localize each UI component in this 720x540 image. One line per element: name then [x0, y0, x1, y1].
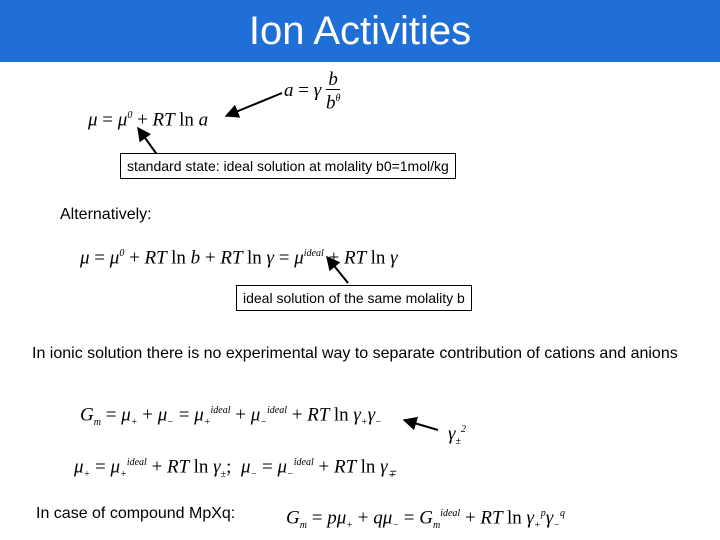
equation-mu-ions: $\mu_+ = \mu_+^{ideal}$ + RT $\ln \gamma_\pm$; $\mu_- = \mu_-^{ideal}$ + RT $\ln \gamma_\mp$ [74, 456, 396, 481]
alternatively-label: Alternatively: [60, 206, 152, 223]
arrow-activity-to-lna [226, 93, 282, 116]
compound-text: In case of compound MpXq: [36, 505, 236, 522]
gamma-pm-squared: $\gamma_\pm^2$ [448, 423, 466, 448]
ideal-solution-note: ideal solution of the same molality b [236, 285, 472, 311]
equation-activity: a = γ $\frac{b}{b^\theta}$ [284, 69, 341, 114]
arrow-gamma-pm-to-gamma [404, 420, 438, 430]
equation-gibbs-ideal: $G_m = \mu_+ + \mu_- = \mu_+^{ideal} + \mu_-^{ideal}$ + RT $\ln \gamma_+\gamma_-$ [80, 404, 382, 429]
ionic-solution-text: In ionic solution there is no experimental way to separate contribution of cations and anions [32, 345, 678, 362]
slide-title: Ion Activities [248, 9, 472, 53]
equation-mu-standard: $\mu = \mu^0$ + RT ln a [88, 109, 209, 131]
equation-mu-alternative: $\mu = \mu^0$ + RT ln b + RT $\ln \gamma = \mu^{ideal}$ + RT ln γ [80, 247, 398, 269]
standard-state-note: standard state: ideal solution at molality b0=1mol/kg [120, 153, 456, 179]
equation-gibbs-compound: $G_m = p\mu_+ + q\mu_- = G_m^{ideal}$ + RT $\ln \gamma_+^p\gamma_-^q$ [286, 507, 566, 532]
